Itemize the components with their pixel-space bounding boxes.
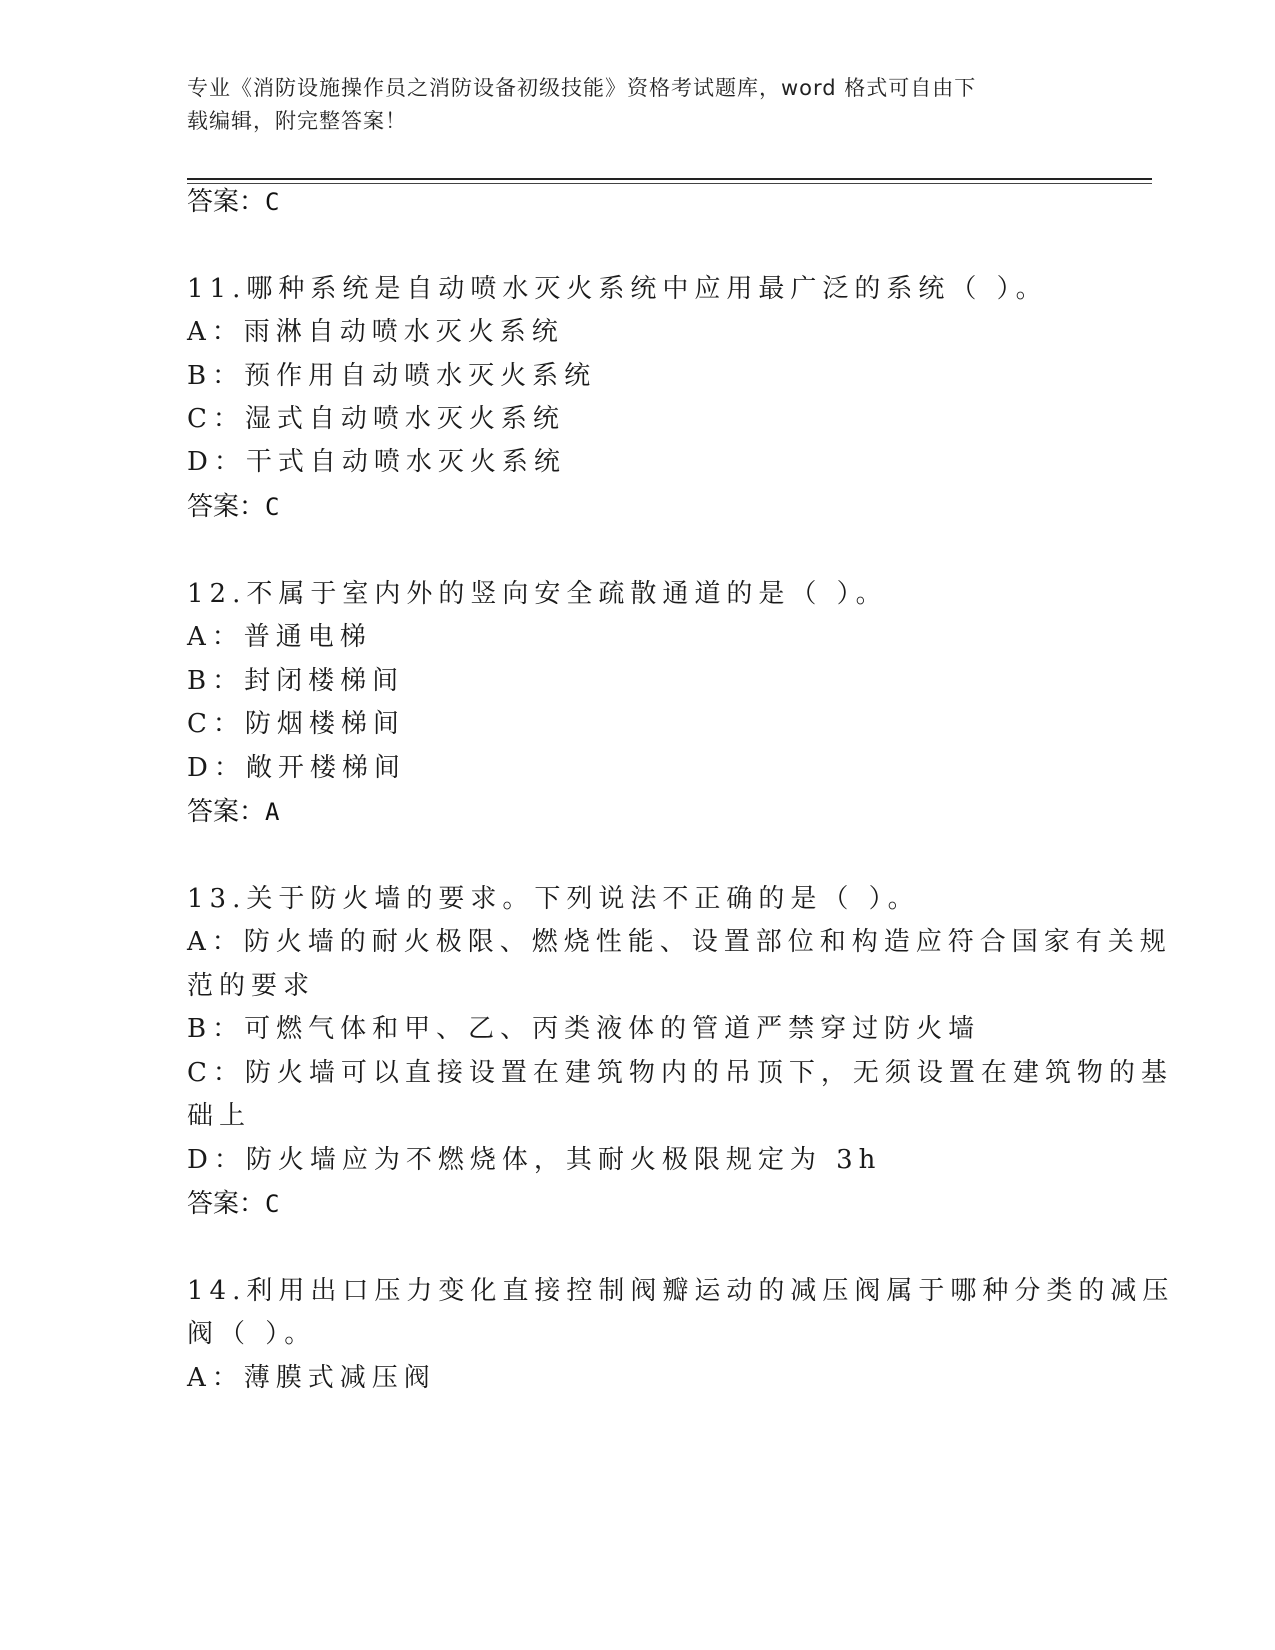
option-b: B：封闭楼梯间 — [187, 666, 405, 696]
option-c-continued: 础上 — [187, 1101, 252, 1131]
question-stem: 11.哪种系统是自动喷水灭火系统中应用最广泛的系统（ ）。 — [187, 274, 1048, 304]
header-line-1: 专业《消防设施操作员之消防设备初级技能》资格考试题库，word 格式可自由下 — [187, 76, 977, 100]
question-stem-continued: 阀（ ）。 — [187, 1319, 317, 1349]
answer-value: C — [265, 1190, 280, 1218]
option-d: D：防火墙应为不燃烧体，其耐火极限规定为 3h — [187, 1145, 882, 1175]
answer-line — [187, 1188, 279, 1220]
option-b: B：可燃气体和甲、乙、丙类液体的管道严禁穿过防火墙 — [187, 1014, 981, 1044]
question-stem: 14.利用出口压力变化直接控制阀瓣运动的减压阀属于哪种分类的减压 — [187, 1276, 1175, 1306]
answer-label: 答案： — [187, 797, 266, 827]
option-b: B：预作用自动喷水灭火系统 — [187, 361, 597, 391]
answer-line — [187, 796, 279, 828]
option-a: A：雨淋自动喷水灭火系统 — [187, 317, 564, 347]
option-c: C：湿式自动喷水灭火系统 — [187, 404, 565, 434]
option-a: A：薄膜式减压阀 — [187, 1363, 436, 1393]
header-line-2: 载编辑，附完整答案！ — [187, 109, 407, 133]
answer-label: 答案： — [187, 1189, 266, 1219]
option-c: C：防烟楼梯间 — [187, 709, 405, 739]
option-c: C：防火墙可以直接设置在建筑物内的吊顶下，无须设置在建筑物的基 — [187, 1058, 1173, 1088]
header-divider-thin — [187, 183, 1152, 184]
answer-label: 答案： — [187, 187, 266, 217]
answer-value: C — [265, 188, 280, 216]
option-a-continued: 范的要求 — [187, 971, 316, 1001]
option-a: A：普通电梯 — [187, 622, 372, 652]
header-divider-thick — [187, 178, 1152, 180]
answer-value: C — [265, 493, 280, 521]
option-d: D：敞开楼梯间 — [187, 753, 406, 783]
answer-label: 答案： — [187, 492, 266, 522]
answer-value: A — [265, 798, 280, 826]
question-stem: 13.关于防火墙的要求。下列说法不正确的是（ ）。 — [187, 884, 920, 914]
option-d: D：干式自动喷水灭火系统 — [187, 447, 566, 477]
question-stem: 12.不属于室内外的竖向安全疏散通道的是（ ）。 — [187, 579, 888, 609]
document-header — [187, 72, 1067, 138]
answer-line — [187, 491, 279, 523]
option-a: A：防火墙的耐火极限、燃烧性能、设置部位和构造应符合国家有关规 — [187, 927, 1172, 957]
answer-line — [187, 186, 279, 218]
